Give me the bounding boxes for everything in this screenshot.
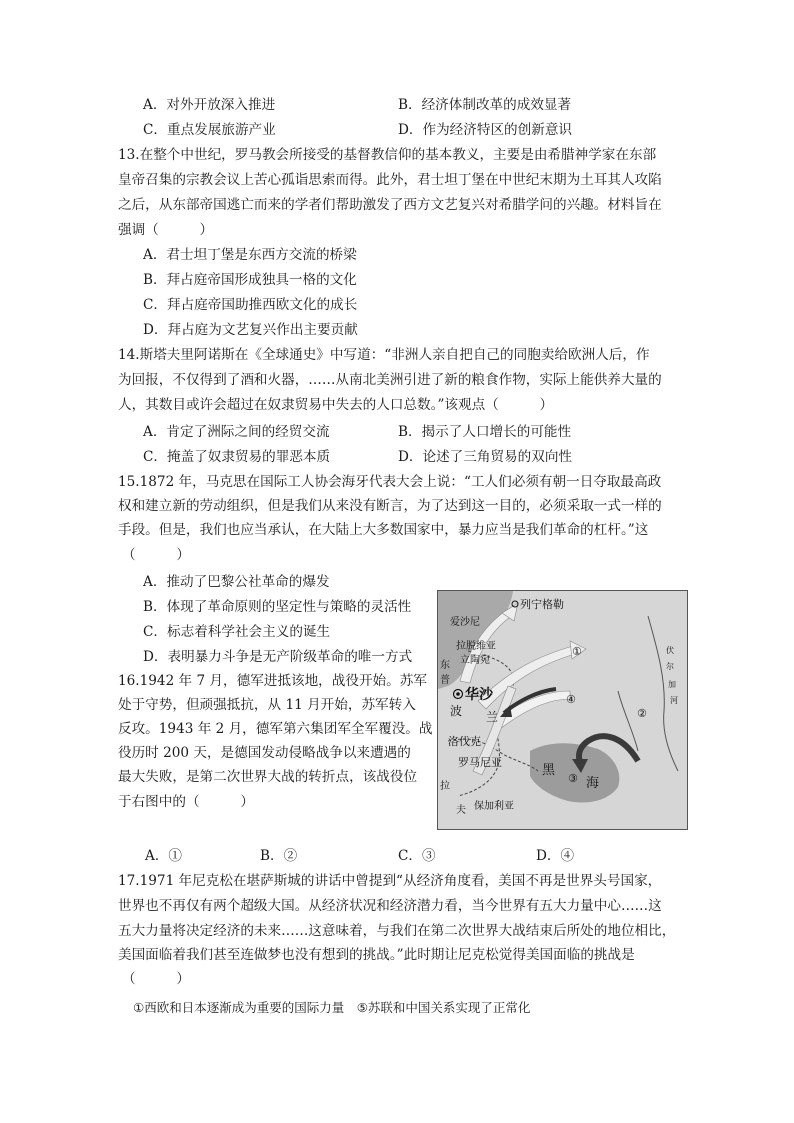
q16-option-c[interactable]: C．③ (398, 848, 436, 864)
map-label-slovakia: 洛伐克 (448, 735, 481, 748)
q14-stem-line1: 14.斯塔夫里阿诺斯在《全球通史》中写道：“非洲人亲自把自己的同胞卖给欧洲人后，作 (118, 347, 650, 363)
q15-stem-line1: 15.1872 年，马克思在国际工人协会海牙代表大会上说：“工人们必须有朝一日夺取最高政 (118, 474, 662, 490)
map-marker-1: ① (572, 645, 582, 658)
map-label-leningrad: 列宁格勒 (520, 598, 564, 611)
q17-stem-line2: 世界也不再仅有两个超级大国。从经济状况和经济潜力看，当今世界有五大力量中心……这 (118, 898, 662, 914)
map-label-romania: 罗马尼亚 (458, 756, 502, 769)
q14-option-a[interactable]: A．肯定了洲际之间的经贸交流 (143, 424, 330, 440)
map-label-volga-4: 河 (670, 696, 678, 705)
map-label-poland-2: 兰 (486, 710, 499, 724)
q17-statements: ①西欧和日本逐渐成为重要的国际力量 ⑤苏联和中国关系实现了正常化 (133, 1000, 531, 1015)
q17-stem-line5: （ ） (122, 971, 190, 987)
q14-option-b[interactable]: B．揭示了人口增长的可能性 (398, 424, 572, 440)
q12-option-b[interactable]: B．经济体制改革的成效显著 (398, 97, 572, 113)
eastern-front-map (437, 590, 688, 830)
q13-option-b[interactable]: B．拜占庭帝国形成独具一格的文化 (143, 272, 357, 288)
q15-option-c[interactable]: C．标志着科学社会主义的诞生 (143, 624, 331, 640)
map-label-volga-3: 加 (668, 680, 676, 689)
q16-option-a[interactable]: A．① (145, 848, 183, 864)
map-marker-3: ③ (568, 772, 578, 785)
q14-stem-line2: 为回报，不仅得到了酒和火器，……从南北美洲引进了新的粮食作物，实际上能供养大量的 (118, 372, 662, 388)
q13-option-d[interactable]: D．拜占庭为文艺复兴作出主要贡献 (143, 322, 358, 338)
map-label-volga-2: 尔 (666, 662, 674, 671)
map-label-volga-1: 伏 (666, 646, 674, 655)
q14-option-d[interactable]: D．论述了三角贸易的双向性 (398, 449, 573, 465)
q15-stem-line3: 手段。但是，我们也应当承认，在大陆上大多数国家中，暴力应当是我们革命的杠杆。”这 (118, 522, 649, 538)
map-label-east: 东 (440, 660, 450, 671)
q15-option-a[interactable]: A．推动了巴黎公社革命的爆发 (143, 574, 330, 590)
q13-stem-line1: 13.在整个中世纪，罗马教会所接受的基督教信仰的基本教义，主要是由希腊神学家在东部 (118, 147, 657, 163)
map-svg (438, 591, 687, 829)
map-label-lithuania: 立陶宛 (460, 655, 490, 666)
q17-stem-line4: 美国面临着我们甚至连做梦也没有想到的挑战。”此时期让尼克松觉得美国面临的挑战是 (118, 947, 635, 963)
map-label-la: 拉 (440, 781, 450, 792)
q16-stem-line4: 役历时 200 天，是德国发动侵略战争以来遭遇的 (118, 745, 411, 761)
q12-option-a[interactable]: A．对外开放深入推进 (143, 97, 276, 113)
map-marker-2: ② (637, 707, 647, 720)
q16-stem-line3: 反攻。1943 年 2 月，德军第六集团军全军覆没。战 (118, 721, 433, 737)
map-marker-4: ④ (566, 693, 576, 706)
q17-stem-line1: 17.1971 年尼克松在堪萨斯城的讲话中曾提到“从经济角度看，美国不再是世界头号国家， (118, 873, 662, 889)
q16-stem-line5: 最大失败，是第二次世界大战的转折点，该战役位 (118, 769, 418, 785)
q13-stem-line4: 强调（ ） (118, 222, 214, 238)
map-label-bulgaria: 保加利亚 (474, 801, 514, 812)
q12-option-d[interactable]: D．作为经济特区的创新意识 (398, 122, 573, 138)
q15-stem-line4: （ ） (122, 547, 190, 563)
q14-option-c[interactable]: C．掩盖了奴隶贸易的罪恶本质 (143, 449, 331, 465)
q16-stem-line1: 16.1942 年 7 月，德军进抵该地，战役开始。苏军 (118, 673, 427, 689)
q13-stem-line3: 之后，从东部帝国逃亡而来的学者们帮助激发了西方文艺复兴对希腊学问的兴趣。材料旨在 (118, 197, 662, 213)
q13-option-c[interactable]: C．拜占庭帝国助推西欧文化的成长 (143, 297, 358, 313)
q15-option-d[interactable]: D．表明暴力斗争是无产阶级革命的唯一方式 (143, 649, 413, 665)
q14-stem-line3: 人，其数目或许会超过在奴隶贸易中失去的人口总数。”该观点（ ） (118, 397, 554, 413)
map-label-warsaw: 华沙 (465, 687, 493, 703)
q13-stem-line2: 皇帝召集的宗教会议上苦心孤诣思索而得。此外，君士坦丁堡在中世纪末期为土耳其人攻陷 (118, 172, 662, 188)
q13-option-a[interactable]: A．君士坦丁堡是东西方交流的桥梁 (143, 247, 357, 263)
map-label-poland-1: 波 (450, 704, 463, 718)
q16-option-d[interactable]: D．④ (536, 848, 575, 864)
q12-option-c[interactable]: C．重点发展旅游产业 (143, 122, 276, 138)
map-label-fu: 夫 (456, 805, 466, 816)
map-label-prussia: 普 (440, 675, 450, 686)
map-label-estonia: 爱沙尼 (450, 617, 480, 628)
map-warsaw-dot (456, 692, 460, 696)
map-label-latvia: 拉脱维亚 (456, 641, 496, 652)
q16-stem-line2: 处于守势，但顽强抵抗，从 11 月开始，苏军转入 (118, 697, 416, 713)
map-label-black-sea-2: 海 (586, 776, 600, 791)
q16-option-b[interactable]: B．② (260, 848, 298, 864)
map-label-black-sea-1: 黑 (542, 763, 556, 778)
q15-option-b[interactable]: B．体现了革命原则的坚定性与策略的灵活性 (143, 599, 412, 615)
q17-stem-line3: 五大力量将决定经济的未来……这意味着，与我们在第二次世界大战结束后所处的地位相比， (118, 923, 676, 939)
q16-stem-line6: 于右图中的（ ） (118, 794, 254, 810)
q15-stem-line2: 权和建立新的劳动组织，但是我们从来没有断言，为了达到这一目的，必须采取一式一样的 (118, 498, 662, 514)
